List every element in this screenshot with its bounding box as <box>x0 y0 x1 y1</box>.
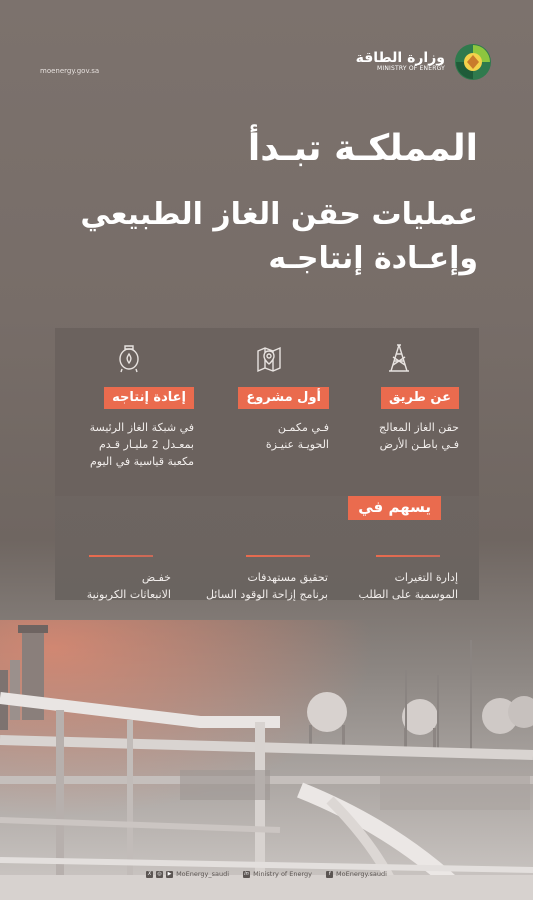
contribution-item <box>51 555 171 603</box>
divider <box>376 555 440 557</box>
divider <box>89 555 153 557</box>
contribution-line: الموسمية على الطلب <box>358 588 458 602</box>
facebook-text: MoEnergy.saudi <box>336 870 387 878</box>
contribution-line: برنامج إزاحة الوقود السائل <box>205 588 328 602</box>
contribution-line: إدارة التغيرات <box>394 571 458 584</box>
main-title: المملكـة تبـدأ <box>247 128 478 169</box>
contribution-line: خفـض <box>141 571 171 584</box>
contribution-text <box>51 569 171 603</box>
feature-badge: أول مشروع <box>238 387 329 409</box>
contribution-item <box>318 555 458 603</box>
ministry-emblem-icon <box>453 42 493 82</box>
x-icon: X <box>147 870 152 877</box>
feature-desc-line: حقن الغاز المعالج <box>379 421 459 434</box>
website-link[interactable]: moenergy.gov.sa <box>40 67 100 75</box>
feature-desc <box>209 419 329 453</box>
facebook-link[interactable] <box>326 870 387 878</box>
contributes-badge: يسهم في <box>348 496 441 520</box>
ministry-logo <box>356 42 493 82</box>
youtube-icon: ▶ <box>167 870 172 877</box>
feature-desc-line: بمعـدل 2 مليـار قـدم <box>98 438 194 452</box>
feature-badge: عن طريق <box>381 387 459 409</box>
contribution-line: تحقيق مستهدفات <box>247 571 328 584</box>
oil-rig-icon <box>386 343 412 373</box>
feature-desc <box>64 419 194 470</box>
divider <box>246 555 310 557</box>
gas-tank-icon <box>116 343 142 373</box>
feature-desc <box>339 419 459 453</box>
subtitle-line-1: عمليات حقن الغاز الطبيعي <box>80 197 478 232</box>
feature-badge: إعادة إنتاجه <box>104 387 194 409</box>
logo-arabic: وزارة الطاقة <box>355 50 445 66</box>
subtitle <box>80 193 478 280</box>
linkedin-icon: in <box>244 870 249 877</box>
contribution-item <box>178 555 328 603</box>
social-handle-text: MoEnergy_saudi <box>176 870 230 878</box>
contribution-text <box>318 569 458 603</box>
feature-injection <box>339 343 459 453</box>
contribution-text <box>178 569 328 603</box>
social-footer <box>0 870 533 878</box>
feature-first-project <box>209 343 329 453</box>
facebook-icon: f <box>326 871 333 878</box>
logo-english: MINISTRY OF ENERGY <box>377 65 445 73</box>
feature-desc-line: في شبكة الغاز الرئيسة <box>89 421 194 434</box>
social-handle[interactable] <box>146 870 229 878</box>
map-pin-icon <box>256 343 282 373</box>
feature-desc-line: الحويـة عنيـزة <box>265 438 329 452</box>
feature-desc-line: فـي مكمـن <box>277 421 329 434</box>
contribution-line: الانبعاثات الكربونية <box>86 588 171 602</box>
linkedin-text: Ministry of Energy <box>253 870 313 878</box>
feature-desc-line: مكعبة قياسية في اليوم <box>90 455 194 469</box>
linkedin-link[interactable] <box>243 870 312 878</box>
instagram-icon: ◎ <box>157 870 162 877</box>
subtitle-line-2: وإعـادة إنتاجـه <box>268 240 478 276</box>
feature-desc-line: فـي باطـن الأرض <box>379 438 459 452</box>
feature-reproduction <box>64 343 194 470</box>
logo-text <box>356 51 445 73</box>
gas-plant-illustration <box>0 620 533 900</box>
